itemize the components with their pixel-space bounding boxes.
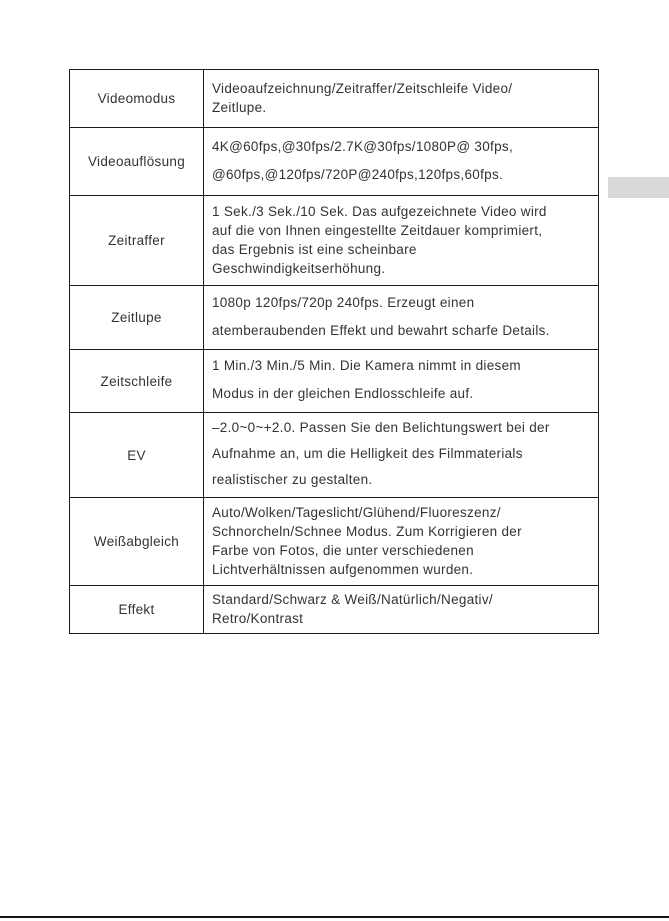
row-label: Videomodus — [70, 70, 204, 128]
table-row — [70, 286, 599, 350]
value-line: Auto/Wolken/Tageslicht/Glühend/Fluoreszenz/ — [212, 504, 501, 520]
value-line: das Ergebnis ist eine scheinbare — [212, 241, 417, 257]
value-line: Standard/Schwarz & Weiß/Natürlich/Negativ/ — [212, 591, 493, 607]
value-line: Retro/Kontrast — [212, 610, 304, 626]
table-row — [70, 350, 599, 413]
row-value — [204, 70, 599, 128]
value-line: Videoaufzeichnung/Zeitraffer/Zeitschleife Video/ — [212, 80, 513, 96]
value-line: Aufnahme an, um die Helligkeit des Filmmaterials — [212, 446, 523, 461]
row-value — [204, 586, 599, 634]
value-line: 4K@60fps,@30fps/2.7K@30fps/1080P@ 30fps, — [212, 138, 513, 154]
row-label: Zeitlupe — [70, 286, 204, 350]
value-line: 1080p 120fps/720p 240fps. Erzeugt einen — [212, 294, 475, 310]
value-line: @60fps,@120fps/720P@240fps,120fps,60fps. — [212, 166, 504, 182]
table-row — [70, 128, 599, 196]
value-line: auf die von Ihnen eingestellte Zeitdauer komprimiert, — [212, 222, 543, 238]
value-line: 1 Min./3 Min./5 Min. Die Kamera nimmt in diesem — [212, 358, 521, 373]
page-bottom-rule — [0, 916, 669, 918]
value-line: Modus in der gleichen Endlosschleife auf. — [212, 386, 474, 401]
table-row — [70, 413, 599, 498]
table-row — [70, 196, 599, 286]
value-line: atemberaubenden Effekt und bewahrt scharfe Details. — [212, 322, 550, 338]
row-label: EV — [70, 413, 204, 498]
row-label: Zeitschleife — [70, 350, 204, 413]
value-line: Schnorcheln/Schnee Modus. Zum Korrigieren der — [212, 523, 522, 539]
value-line: 1 Sek./3 Sek./10 Sek. Das aufgezeichnete Video wird — [212, 203, 547, 219]
table-row — [70, 70, 599, 128]
row-label: Zeitraffer — [70, 196, 204, 286]
row-value — [204, 350, 599, 413]
spec-table — [69, 69, 599, 634]
table-row — [70, 586, 599, 634]
row-label: Videoauflösung — [70, 128, 204, 196]
row-value — [204, 413, 599, 498]
value-line: Geschwindigkeitserhöhung. — [212, 260, 386, 276]
row-label: Weißabgleich — [70, 498, 204, 586]
value-line: Farbe von Fotos, die unter verschiedenen — [212, 542, 474, 558]
value-line: Lichtverhältnissen aufgenommen wurden. — [212, 561, 474, 577]
row-value — [204, 498, 599, 586]
row-value — [204, 196, 599, 286]
value-line: realistischer zu gestalten. — [212, 472, 373, 487]
row-value — [204, 128, 599, 196]
row-value — [204, 286, 599, 350]
section-tab-marker — [608, 177, 669, 198]
value-line: –2.0~0~+2.0. Passen Sie den Belichtungswert bei der — [212, 420, 550, 435]
row-label: Effekt — [70, 586, 204, 634]
value-line: Zeitlupe. — [212, 99, 267, 115]
table-row — [70, 498, 599, 586]
